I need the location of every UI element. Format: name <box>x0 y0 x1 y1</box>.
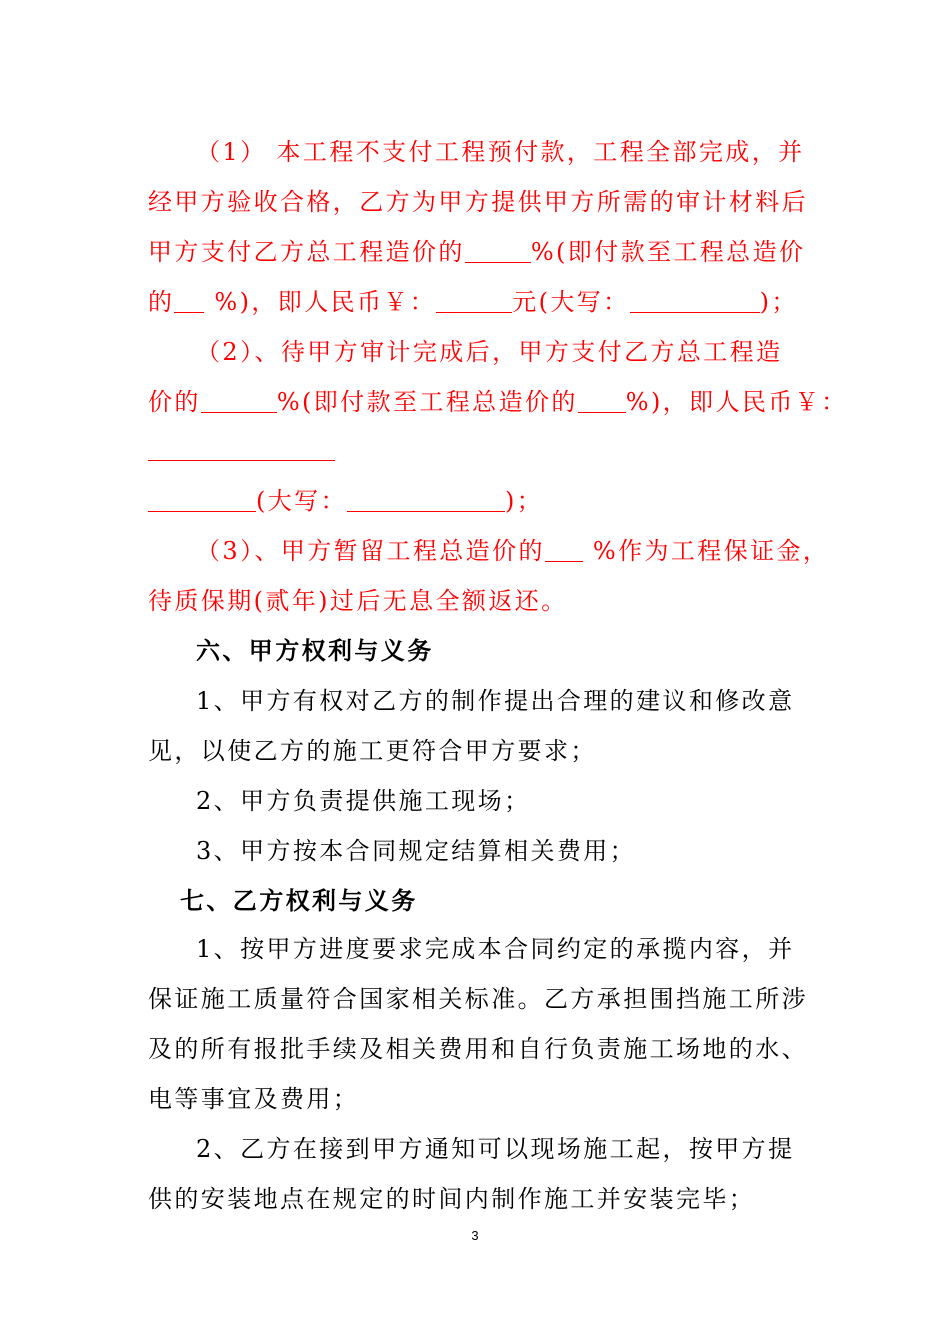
section-6-item-2: 2、甲方负责提供施工现场； <box>196 787 531 815</box>
section-7-item-1-line-1: 1、按甲方进度要求完成本合同约定的承揽内容，并 <box>196 935 795 963</box>
blank-line <box>148 460 335 461</box>
payment-item-2-line-1: （2）、待甲方审计完成后，甲方支付乙方总工程造 <box>196 338 783 366</box>
payment-item-1-line-4 <box>148 287 808 317</box>
payment-item-1-line-3 <box>148 237 808 267</box>
blank-field <box>630 288 760 313</box>
section-7-heading: 七、乙方权利与义务 <box>180 886 418 915</box>
section-7-item-2-line-1: 2、乙方在接到甲方通知可以现场施工起，按甲方提 <box>196 1135 795 1163</box>
blank-field <box>148 487 256 512</box>
text-segment: 的 <box>148 288 175 316</box>
text-segment: %(即付款至工程总造价 <box>530 238 806 266</box>
text-segment: %(即付款至工程总造价的 <box>276 388 578 416</box>
text-segment: %)，即人民币￥： <box>204 288 437 316</box>
blank-field <box>465 238 531 263</box>
blank-field <box>545 537 583 562</box>
payment-item-1-line-2: 经甲方验收合格，乙方为甲方提供甲方所需的审计材料后 <box>148 188 808 216</box>
payment-item-1-line-1: （1） 本工程不支付工程预付款，工程全部完成，并 <box>196 138 805 166</box>
payment-item-2-line-2 <box>148 387 848 417</box>
payment-item-2-line-4 <box>148 486 808 516</box>
section-6-item-1-line-1: 1、甲方有权对乙方的制作提出合理的建议和修改意 <box>196 687 795 715</box>
text-segment: %作为工程保证金， <box>582 537 830 565</box>
text-segment: %)，即人民币￥： <box>625 388 848 416</box>
text-segment: （3）、甲方暂留工程总造价的 <box>196 537 545 565</box>
section-6-item-1-line-2: 见，以使乙方的施工更符合甲方要求； <box>148 737 597 765</box>
retention-item-3-line-1 <box>196 536 856 566</box>
blank-field <box>201 388 277 413</box>
page-number: 3 <box>471 1228 479 1243</box>
section-7-item-1-line-2: 保证施工质量符合国家相关标准。乙方承担围挡施工所涉 <box>148 985 808 1013</box>
blank-field <box>436 288 512 313</box>
text-segment: )； <box>759 288 798 316</box>
blank-field <box>174 288 204 313</box>
text-segment: )； <box>504 487 544 515</box>
text-segment: 价的 <box>148 388 201 416</box>
blank-field <box>347 487 505 512</box>
section-7-item-1-line-4: 电等事宜及费用； <box>148 1085 360 1113</box>
text-segment: (大写： <box>256 487 347 515</box>
retention-item-3-line-2: 待质保期(贰年)过后无息全额返还。 <box>148 587 568 615</box>
section-7-item-1-line-3: 及的所有报批手续及相关费用和自行负责施工场地的水、 <box>148 1035 808 1063</box>
section-7-item-2-line-2: 供的安装地点在规定的时间内制作施工并安装完毕； <box>148 1185 756 1213</box>
section-6-item-3: 3、甲方按本合同规定结算相关费用； <box>196 837 637 865</box>
blank-field <box>578 388 626 413</box>
section-6-heading: 六、甲方权利与义务 <box>196 636 434 665</box>
text-segment: 甲方支付乙方总工程造价的 <box>148 238 465 266</box>
text-segment: 元(大写： <box>512 288 630 316</box>
